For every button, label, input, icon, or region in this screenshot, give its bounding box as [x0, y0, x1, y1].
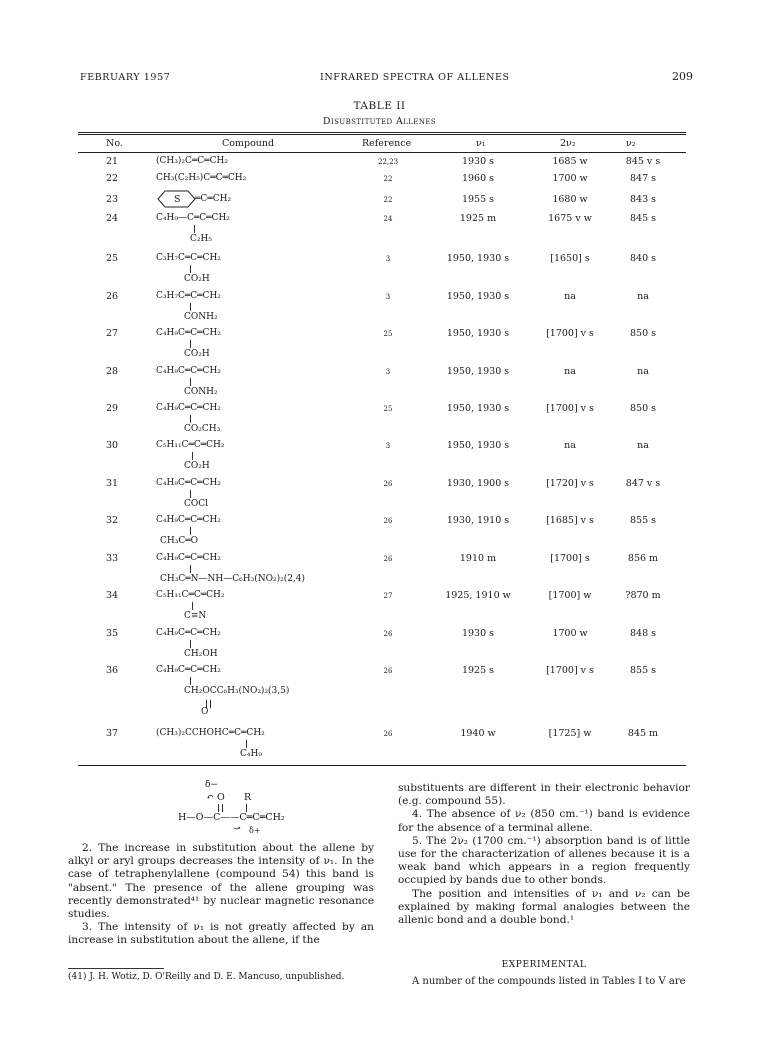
bond-line: [190, 565, 191, 573]
col-reference: Reference: [362, 138, 412, 149]
row-no: 27: [106, 328, 119, 339]
row-ref: 3: [385, 293, 391, 301]
row-compound: C₄H₉C═C═CH₂: [156, 553, 221, 563]
row-ref: 25: [383, 405, 393, 413]
running-header: [0, 72, 759, 86]
row-v1: 1950, 1930 s: [446, 291, 510, 302]
substituent: CO₂H: [184, 349, 210, 359]
row-v2: ?870 m: [625, 590, 661, 601]
row-no: 26: [106, 291, 119, 302]
row-compound: C₄H₉C═C═CH₂: [156, 665, 221, 675]
bond-line: [190, 303, 191, 311]
row-no: 36: [106, 665, 119, 676]
row-v2: 848 s: [629, 628, 657, 639]
substituent: CO₂H: [184, 274, 210, 284]
row-v2: na: [637, 366, 649, 377]
row-compound: C₅H₁₁C═C═CH₂: [156, 440, 225, 450]
row-v1: 1925, 1910 w: [445, 590, 511, 601]
row-v2: 845 m: [627, 728, 659, 739]
delta-minus-label: δ−: [205, 780, 218, 790]
right-column-text: [398, 782, 690, 927]
row-compound: C₄H₉C═C═CH₂: [156, 478, 221, 488]
row-v1: 1910 m: [459, 553, 497, 564]
row-ref: 26: [383, 630, 393, 638]
paragraph-2: 2. The increase in substitution about the allene by alkyl or aryl groups decreases the intensity of ν₁. In the case of tetraphenylallene (compound 54) this band is "absent." The presence of the allene grouping was recently demonstrated⁴¹ by nuclear magnetic resonance studies.: [68, 842, 374, 921]
row-v1: 1950, 1930 s: [446, 366, 510, 377]
row-v2: 856 m: [627, 553, 659, 564]
r-group-label: R: [244, 792, 252, 803]
substituent: COCl: [184, 499, 209, 509]
row-compound: CH₃(C₂H₅)C═C═CH₂: [156, 173, 247, 183]
bond-line: [246, 740, 247, 748]
ring-atom-label: S: [174, 194, 181, 205]
row-no: 24: [106, 213, 119, 224]
row-v1: 1950, 1930 s: [446, 440, 510, 451]
substituent: CONH₂: [184, 387, 218, 397]
row-ref: 22: [383, 175, 393, 183]
curved-arrow-icon: ↶: [206, 792, 214, 803]
row-ref: 3: [385, 255, 391, 263]
bond-line: [190, 378, 191, 386]
row-2v2: 1700 w: [552, 173, 588, 184]
row-v1: 1930, 1910 s: [446, 515, 510, 526]
paragraph-5: 5. The 2ν₂ (1700 cm.⁻¹) absorption band is of little use for the characterization of allenes because it is a weak band which appears in a region frequently occupied by bands due to other bonds.: [398, 834, 690, 887]
row-v1: 1955 s: [461, 194, 495, 205]
row-no: 21: [106, 156, 119, 167]
row-no: 35: [106, 628, 119, 639]
row-no: 25: [106, 253, 119, 264]
substituent: C≡N: [184, 611, 207, 621]
substituent: CO₂H: [184, 461, 210, 471]
row-2v2: [1700] v s: [546, 403, 594, 414]
substituent: CH₃C═O: [160, 536, 199, 546]
structure-chain: H—O—C——C═C═CH₂: [178, 812, 285, 823]
table-top-rule-2: [78, 134, 686, 135]
col-v1: ν₁: [476, 138, 486, 149]
experimental-first-line: A number of the compounds listed in Tables I to V are: [412, 976, 686, 987]
row-no: 29: [106, 403, 119, 414]
paragraph-continued: substituents are different in their electronic behavior (e.g. compound 55).: [398, 782, 690, 808]
bond-line: [192, 452, 193, 460]
row-v2: 855 s: [629, 665, 657, 676]
row-no: 37: [106, 728, 119, 739]
bond-line: [190, 415, 191, 423]
row-v2: 840 s: [629, 253, 657, 264]
row-v1: 1950, 1930 s: [446, 328, 510, 339]
header-date: FEBRUARY 1957: [80, 72, 171, 83]
row-2v2: 1675 v w: [548, 213, 592, 224]
row-v1: 1960 s: [461, 173, 495, 184]
row-2v2: 1680 w: [552, 194, 588, 205]
col-compound: Compound: [222, 138, 275, 149]
left-column-text: [68, 842, 374, 948]
row-no: 32: [106, 515, 119, 526]
row-compound: C₅H₁₁C═C═CH₂: [156, 590, 225, 600]
bond-line: [190, 677, 191, 685]
row-compound: C₃H₇C═C═CH₂: [156, 253, 221, 263]
row-v1: 1940 w: [460, 728, 496, 739]
row-no: 22: [106, 173, 119, 184]
row-v2: 847 v s: [625, 478, 661, 489]
bond-line: [190, 340, 191, 348]
row-2v2: 1700 w: [552, 628, 588, 639]
bond-line: [190, 490, 191, 498]
row-compound: (CH₃)₂C═C═CH₂: [156, 156, 228, 166]
header-title: INFRARED SPECTRA OF ALLENES: [320, 72, 510, 83]
row-v2: 845 s: [629, 213, 657, 224]
row-v2: 850 s: [629, 403, 657, 414]
col-v2: ν₂: [626, 138, 636, 149]
row-ref: 26: [383, 730, 393, 738]
oxygen-label: O: [217, 792, 225, 803]
bond-line: [246, 804, 247, 812]
table-subtitle: Disubstituted Allenes: [322, 116, 437, 127]
row-ref: 22,23: [378, 158, 399, 166]
row-v2: 845 v s: [625, 156, 661, 167]
row-compound: C₄H₉C═C═CH₂: [156, 403, 221, 413]
substituent: CH₃C═N—NH—C₆H₃(NO₂)₂(2,4): [160, 574, 306, 584]
footnote-41: (41) J. H. Wotiz, D. O'Reilly and D. E. Mancuso, unpublished.: [68, 972, 345, 982]
bond-line: [190, 527, 191, 535]
bond-line: [194, 225, 195, 233]
row-2v2: [1725] w: [548, 728, 592, 739]
delta-plus-label: δ+: [249, 826, 261, 835]
row-compound: C₄H₉C═C═CH₂: [156, 628, 221, 638]
row-v1: 1930, 1900 s: [446, 478, 510, 489]
paragraph-6: The position and intensities of ν₁ and ν₂ can be explained by making formal analogies between the allenic bond and a double bond.¹: [398, 887, 690, 927]
substituent: CONH₂: [184, 312, 218, 322]
row-no: 34: [106, 590, 119, 601]
bond-line: [190, 265, 191, 273]
row-ref: 3: [385, 442, 391, 450]
row-ref: 26: [383, 555, 393, 563]
row-ref: 26: [383, 667, 393, 675]
substituent: CH₂OCC₆H₃(NO₂)₂(3,5): [184, 686, 290, 696]
row-2v2: [1700] v s: [546, 665, 594, 676]
row-ref: 27: [383, 592, 393, 600]
col-2v2: 2ν₂: [560, 138, 576, 149]
row-v2: 855 s: [629, 515, 657, 526]
row-v1: 1925 s: [461, 665, 495, 676]
row-2v2: [1685] v s: [546, 515, 594, 526]
row-v1: 1930 s: [461, 156, 495, 167]
row-v1: 1925 m: [459, 213, 497, 224]
section-heading-experimental: EXPERIMENTAL: [501, 960, 587, 970]
row-ref: 24: [383, 215, 393, 223]
row-v2: 850 s: [629, 328, 657, 339]
paragraph-4: 4. The absence of ν₂ (850 cm.⁻¹) band is evidence for the absence of a terminal allene.: [398, 808, 690, 834]
page-number: 209: [672, 70, 693, 83]
curved-arrow-icon: ⤻: [233, 824, 241, 834]
row-v2: 843 s: [629, 194, 657, 205]
row-2v2: 1685 w: [552, 156, 588, 167]
paragraph-3: 3. The intensity of ν₁ is not greatly affected by an increase in substitution about the allene, if the: [68, 921, 374, 947]
row-compound: C₄H₉—C═C═CH₂: [156, 213, 230, 223]
col-no: No.: [106, 138, 123, 149]
row-v1: 1950, 1930 s: [446, 253, 510, 264]
row-ref: 22: [383, 196, 393, 204]
row-v2: na: [637, 440, 649, 451]
row-2v2: na: [564, 440, 576, 451]
row-v1: 1950, 1930 s: [446, 403, 510, 414]
substituent: CO₂CH₃: [184, 424, 221, 434]
row-no: 33: [106, 553, 119, 564]
bond-line: [190, 640, 191, 648]
footnote-rule: [68, 968, 164, 969]
row-2v2: [1700] v s: [546, 328, 594, 339]
row-no: 28: [106, 366, 119, 377]
double-bond-line: [218, 804, 223, 812]
row-no: 31: [106, 478, 119, 489]
row-compound: (CH₃)₂CCHOHC═C═CH₂: [156, 728, 265, 738]
substituent: C₂H₅: [190, 234, 212, 244]
row-no: 23: [106, 194, 119, 205]
row-2v2: [1700] w: [548, 590, 592, 601]
row-2v2: [1650] s: [550, 253, 590, 264]
table-bottom-rule: [78, 765, 686, 766]
row-v2: 847 s: [629, 173, 657, 184]
substituent: CH₂OH: [184, 649, 218, 659]
row-2v2: [1700] s: [550, 553, 590, 564]
carbonyl-oxygen: O: [201, 707, 209, 717]
row-compound: C₄H₉C═C═CH₂: [156, 328, 221, 338]
row-ref: 26: [383, 517, 393, 525]
row-2v2: [1720] v s: [546, 478, 594, 489]
row-compound: C₄H₉C═C═CH₂: [156, 515, 221, 525]
row-no: 30: [106, 440, 119, 451]
table-title: TABLE II: [353, 100, 406, 112]
row-compound: C₃H₇C═C═CH₂: [156, 291, 221, 301]
table-header-rule: [78, 152, 686, 153]
row-ref: 25: [383, 330, 393, 338]
row-compound: ═C═CH₂: [195, 194, 232, 204]
row-ref: 26: [383, 480, 393, 488]
row-ref: 3: [385, 368, 391, 376]
row-v2: na: [637, 291, 649, 302]
table-top-rule: [78, 132, 686, 133]
row-compound: C₄H₉C═C═CH₂: [156, 366, 221, 376]
row-2v2: na: [564, 366, 576, 377]
row-v1: 1930 s: [461, 628, 495, 639]
substituent: C₄H₉: [240, 749, 262, 759]
row-2v2: na: [564, 291, 576, 302]
bond-line: [192, 602, 193, 610]
